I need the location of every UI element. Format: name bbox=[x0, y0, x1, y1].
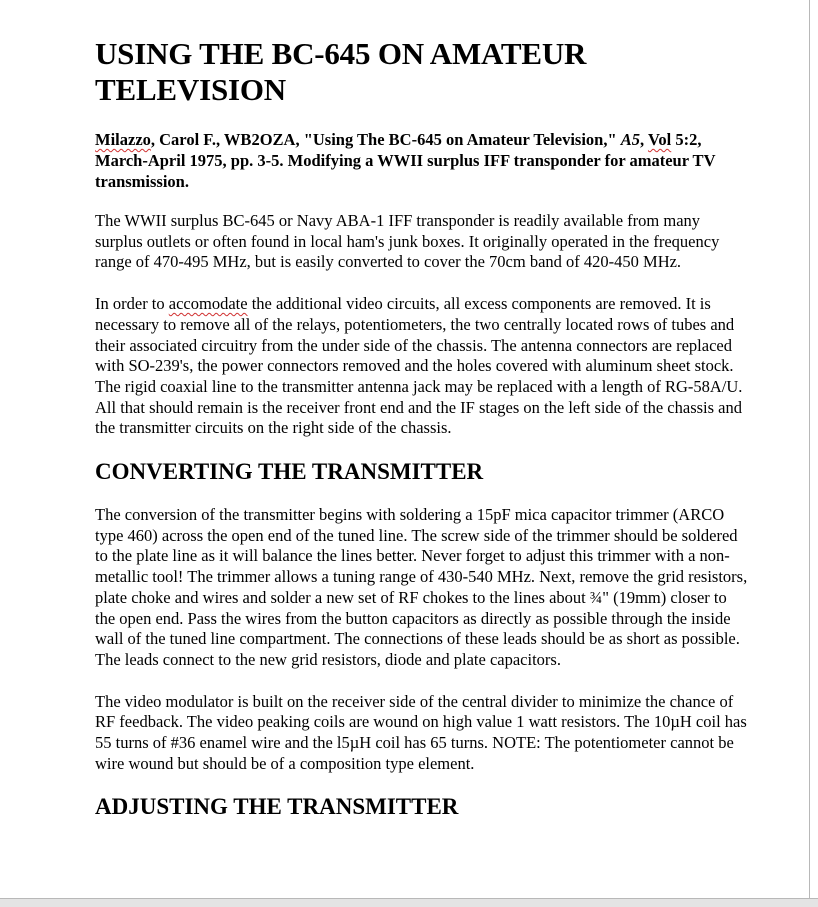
citation-author-misspelled: Milazzo bbox=[95, 130, 151, 149]
paragraph-conversion: The conversion of the transmitter begins with soldering a 15pF mica capacitor trimmer (ARCO type 460) across the open end of the tuned line. The screw side of the trimmer should be soldered to the plate line as it will balance the lines better. Never forget to adjust this trimmer with a non-metallic tool! The trimmer allows a tuning range of 430-540 MHz. Next, remove the grid resistors, plate choke and wires and solder a new set of RF chokes to the lines about ¾" (19mm) closer to the open end. Pass the wires from the button capacitors as directly as possible through the inside wall of the tuned line compartment. The connections of these leads should be as short as possible. The leads connect to the new grid resistors, diode and plate capacitors. bbox=[95, 505, 748, 669]
paragraph-removal-start: In order to bbox=[95, 294, 169, 314]
document-body bbox=[95, 36, 750, 840]
window-bottom-edge bbox=[0, 898, 818, 907]
citation bbox=[95, 129, 750, 192]
paragraph-intro: The WWII surplus BC-645 or Navy ABA-1 IFF transponder is readily available from many surplus outlets or often found in local ham's junk boxes. It originally operated in the frequency range of 470-495 MHz, but is easily converted to cover the 70cm band of 420-450 MHz. bbox=[95, 211, 720, 272]
paragraph-modulator: The video modulator is built on the receiver side of the central divider to minimize the chance of RF feedback. The video peaking coils are wound on high value 1 watt resistors. The 10µH coil has 55 turns of #36 enamel wire and the l5µH coil has 65 turns. NOTE: The potentiometer cannot be wire wound but should be of a composition type element. bbox=[95, 691, 747, 773]
citation-journal: A5 bbox=[620, 130, 641, 149]
page-right-edge bbox=[809, 0, 810, 898]
citation-sep: , bbox=[640, 130, 648, 149]
citation-author-rest: , Carol F., WB2OZA, "Using The BC-645 on Amateur Television," bbox=[150, 130, 621, 149]
heading-adjusting: ADJUSTING THE TRANSMITTER bbox=[95, 794, 459, 820]
paragraph-removal-rest: the additional video circuits, all excess components are removed. It is necessary to remove all of the relays, potentiometers, the two centrally located rows of tubes and their associated circuitry from the under side of the chassis. The antenna connectors are replaced with SO-239's, the power connectors removed and the holes covered with aluminum sheet stock. The rigid coaxial line to the transmitter antenna jack may be replaced with a length of RG-58A/U. All that should remain is the receiver front end and the IF stages on the left side of the chassis and the transmitter circuits on the right side of the chassis. bbox=[95, 294, 743, 438]
heading-converting: CONVERTING THE TRANSMITTER bbox=[95, 459, 484, 485]
misspelled-word: accomodate bbox=[168, 294, 248, 314]
citation-vol-word: Vol bbox=[647, 130, 672, 149]
document-title: USING THE BC-645 ON AMATEUR TELEVISION bbox=[95, 36, 587, 107]
citation-rest: 5:2, March-April 1975, pp. 3-5. Modifying a WWII surplus IFF transponder for amateur TV transmission. bbox=[95, 130, 716, 191]
paragraph-removal bbox=[95, 294, 750, 439]
